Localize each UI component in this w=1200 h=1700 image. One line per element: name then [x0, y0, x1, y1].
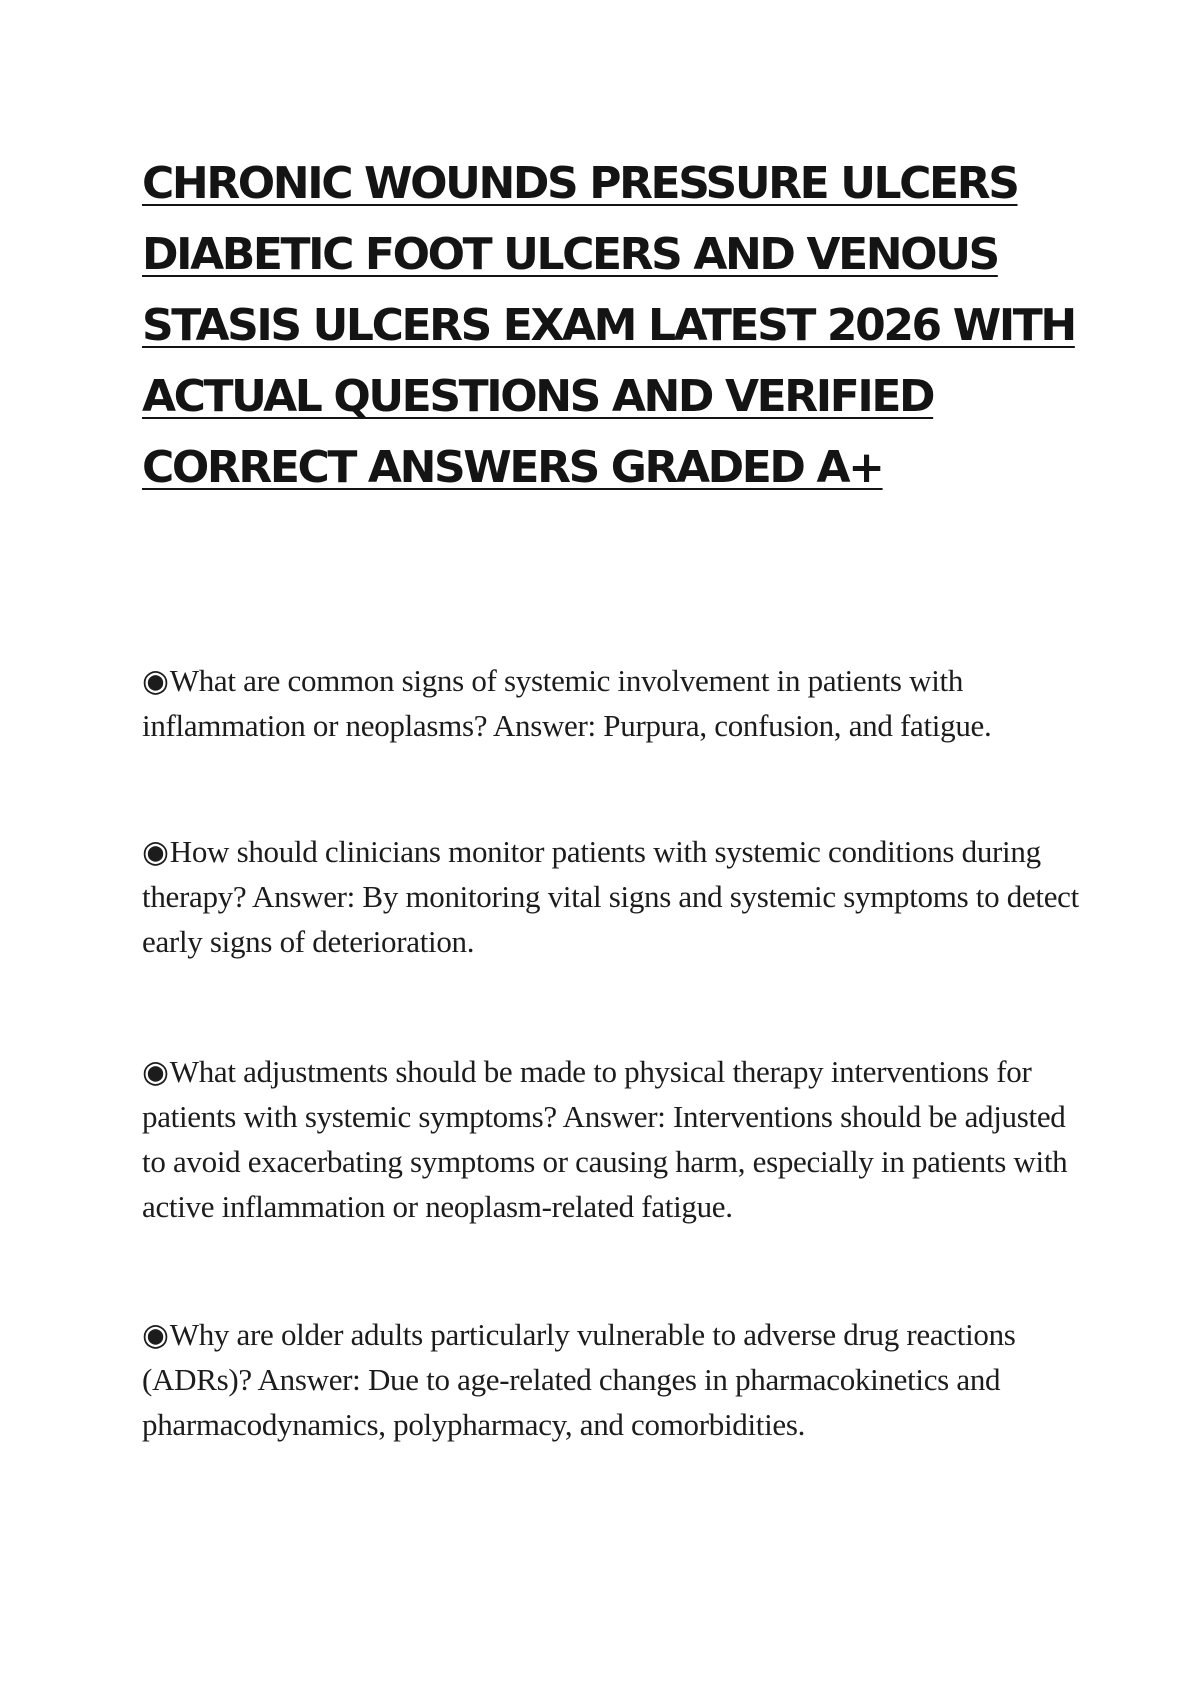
radio-bullet-icon: ◉	[142, 1317, 169, 1352]
radio-bullet-icon: ◉	[142, 663, 169, 698]
question-answer-text: What adjustments should be made to physical therapy interventions for patients with systemic symptoms? Answer: Interventions should be adjusted to avoid exacerbating symptoms or causing harm, especially in patients with active inflammation or neoplasm-related fatigue.	[142, 1054, 1068, 1224]
list-item	[142, 1312, 1082, 1447]
list-item	[142, 658, 1082, 748]
radio-bullet-icon: ◉	[142, 834, 169, 869]
question-answer-text: What are common signs of systemic involvement in patients with inflammation or neoplasms? Answer: Purpura, confusion, and fatigue.	[142, 663, 992, 743]
list-item	[142, 1049, 1082, 1229]
question-answer-text: Why are older adults particularly vulnerable to adverse drug reactions (ADRs)? Answer: Due to age-related changes in pharmacokinetics and pharmacodynamics, polypharmacy, and comorbidities.	[142, 1317, 1016, 1442]
radio-bullet-icon: ◉	[142, 1054, 169, 1089]
document-title: CHRONIC WOUNDS PRESSURE ULCERS DIABETIC FOOT ULCERS AND VENOUS STASIS ULCERS EXAM LATEST 2026 WITH ACTUAL QUESTIONS AND VERIFIED CORRECT ANSWERS GRADED A+	[142, 158, 1075, 493]
list-item	[142, 829, 1082, 964]
question-answer-text: How should clinicians monitor patients with systemic conditions during therapy? Answer: By monitoring vital signs and systemic symptoms to detect early signs of deterioration.	[142, 834, 1079, 959]
